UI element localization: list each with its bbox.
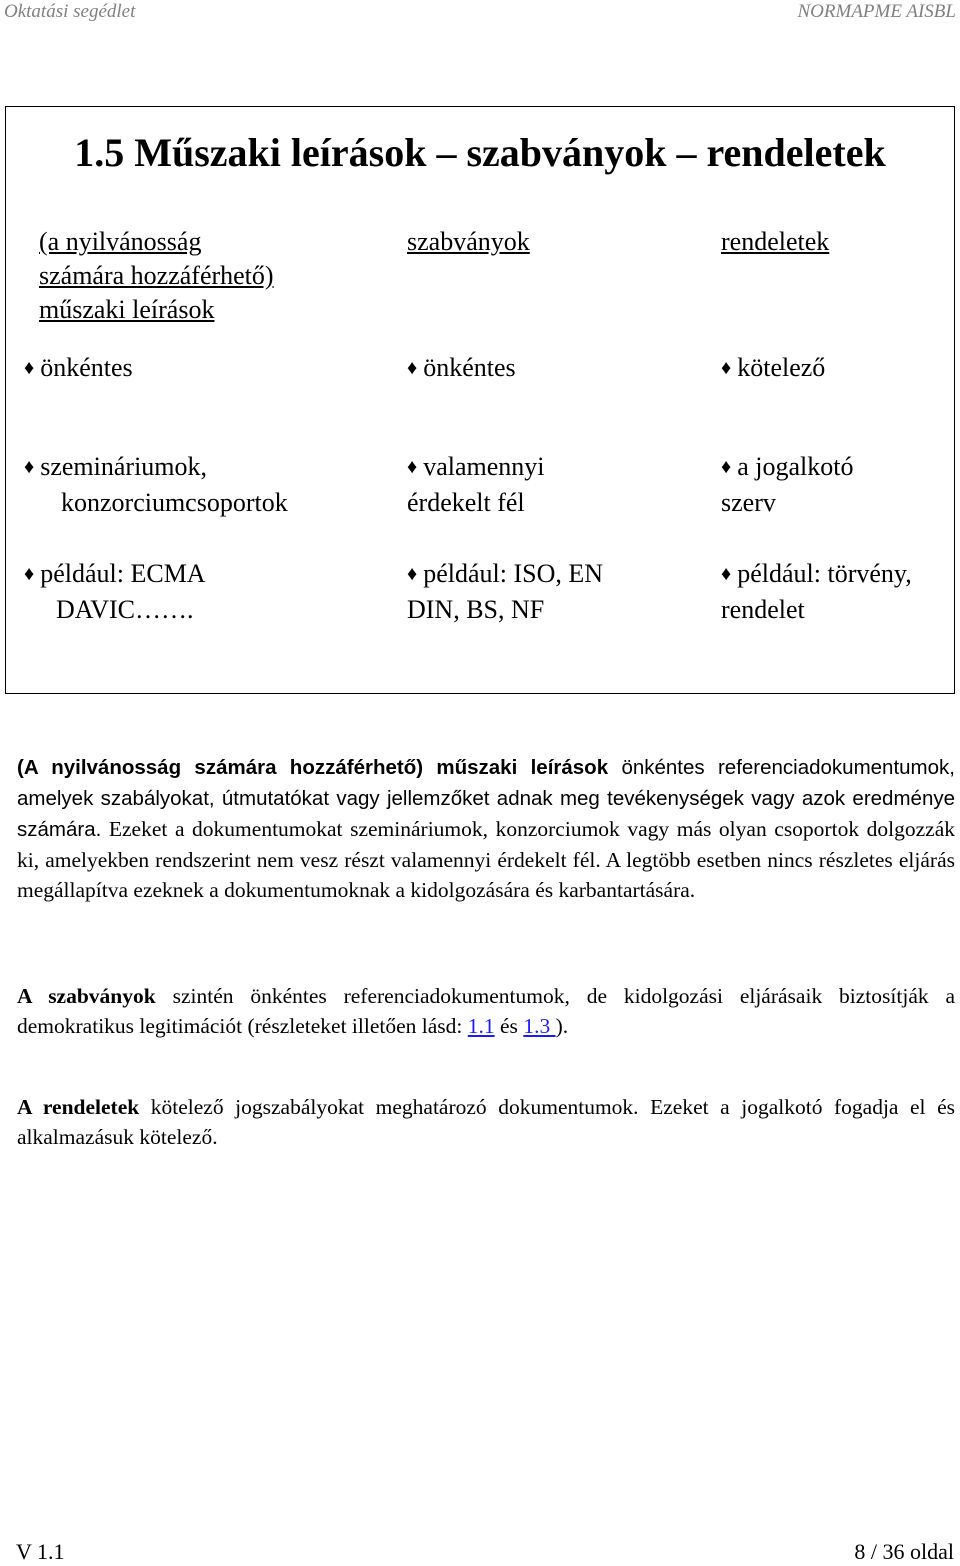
col2-who-line: érdekelt fél — [407, 488, 525, 517]
col3-example — [721, 557, 912, 627]
col1-who-line: szemináriumok, — [40, 452, 208, 481]
diamond-bullet-icon: ♦ — [721, 563, 732, 585]
col1-heading — [39, 225, 274, 327]
diamond-bullet-icon: ♦ — [407, 563, 418, 585]
col3-who-line: szerv — [721, 488, 776, 517]
col1-example-line: például: ECMA — [40, 559, 206, 588]
col3-example-line: rendelet — [721, 595, 805, 624]
paragraph-text: önkéntes referenciadokumentumok, amelyek szabályokat, útmutatókat vagy jellemzőket adnak meg tevékenységek vagy azok eredménye számára. — [17, 756, 955, 841]
col3-who-line: a jogalkotó — [737, 452, 854, 481]
paragraph-regulations — [17, 1092, 955, 1152]
col2-example — [407, 557, 603, 627]
col2-nature-text: önkéntes — [423, 353, 516, 382]
diamond-bullet-icon: ♦ — [721, 357, 732, 379]
col3-heading — [721, 225, 829, 259]
diamond-bullet-icon: ♦ — [24, 456, 35, 478]
footer-page-number: 8 / 36 oldal — [854, 1539, 954, 1564]
col1-example-line: DAVIC……. — [56, 595, 194, 624]
col3-nature-text: kötelező — [737, 353, 826, 382]
diamond-bullet-icon: ♦ — [721, 456, 732, 478]
box-title: 1.5 Műszaki leírások – szabványok – rendeletek — [74, 130, 886, 175]
col2-who-line: valamennyi — [423, 452, 545, 481]
col2-example-line: DIN, BS, NF — [407, 595, 545, 624]
col1-heading-line: számára hozzáférhető) — [39, 261, 274, 290]
paragraph-text: Ezeket a dokumentumokat szemináriumok, konzorciumok vagy más olyan csoportok dolgozzák ki, amelyekben rendszerint nem vesz részt valamennyi érdekelt fél. A legtöbb esetben nincs részletes eljárás megállapítva ezeknek a dokumentumoknak a kidolgozására és karbantartására. — [17, 817, 955, 902]
col2-heading-line: szabványok — [407, 227, 530, 256]
diamond-bullet-icon: ♦ — [24, 563, 35, 585]
header-right: NORMAPME AISBL — [797, 1, 956, 22]
col2-who — [407, 450, 545, 520]
paragraph-lead-bold: (A nyilvánosság számára hozzáférhető) műszaki leírások — [17, 756, 609, 779]
paragraph-text: ). — [555, 1014, 569, 1038]
section-link-1-3[interactable]: 1.3 — [523, 1014, 556, 1038]
col1-nature — [24, 351, 133, 387]
col1-who — [24, 450, 288, 520]
col3-who — [721, 450, 853, 520]
col1-heading-line: (a nyilvánosság — [39, 227, 202, 256]
diamond-bullet-icon: ♦ — [407, 456, 418, 478]
summary-box — [5, 106, 955, 694]
paragraph-text: szintén önkéntes referenciadokumentumok, de kidolgozási eljárásaik biztosítják a demokratikus legitimációt (részleteket illetően lásd: — [17, 984, 955, 1038]
col3-nature — [721, 351, 825, 387]
col3-heading-line: rendeletek — [721, 227, 830, 256]
paragraph-text: és — [494, 1014, 524, 1038]
col2-example-line: például: ISO, EN — [423, 559, 604, 588]
paragraph-lead-bold: A rendeletek — [17, 1095, 140, 1119]
paragraph-text: kötelező jogszabályokat meghatározó dokumentumok. Ezeket a jogalkotó fogadja el és alkalmazásuk kötelező. — [17, 1095, 955, 1149]
col1-example — [24, 557, 206, 627]
header-left: Oktatási segédlet — [4, 1, 136, 22]
section-link-1-1[interactable]: 1.1 — [467, 1014, 495, 1038]
footer-version: V 1.1 — [16, 1539, 65, 1564]
col1-who-line: konzorciumcsoportok — [61, 488, 288, 517]
paragraph-lead-bold: A szabványok — [17, 984, 156, 1008]
paragraph-standards — [17, 981, 955, 1041]
col2-nature — [407, 351, 516, 387]
paragraph-technical-specs — [17, 752, 955, 905]
col1-heading-line: műszaki leírások — [39, 295, 215, 324]
diamond-bullet-icon: ♦ — [24, 357, 35, 379]
col2-heading — [407, 225, 530, 259]
col1-nature-text: önkéntes — [40, 353, 133, 382]
col3-example-line: például: törvény, — [737, 559, 912, 588]
diamond-bullet-icon: ♦ — [407, 357, 418, 379]
